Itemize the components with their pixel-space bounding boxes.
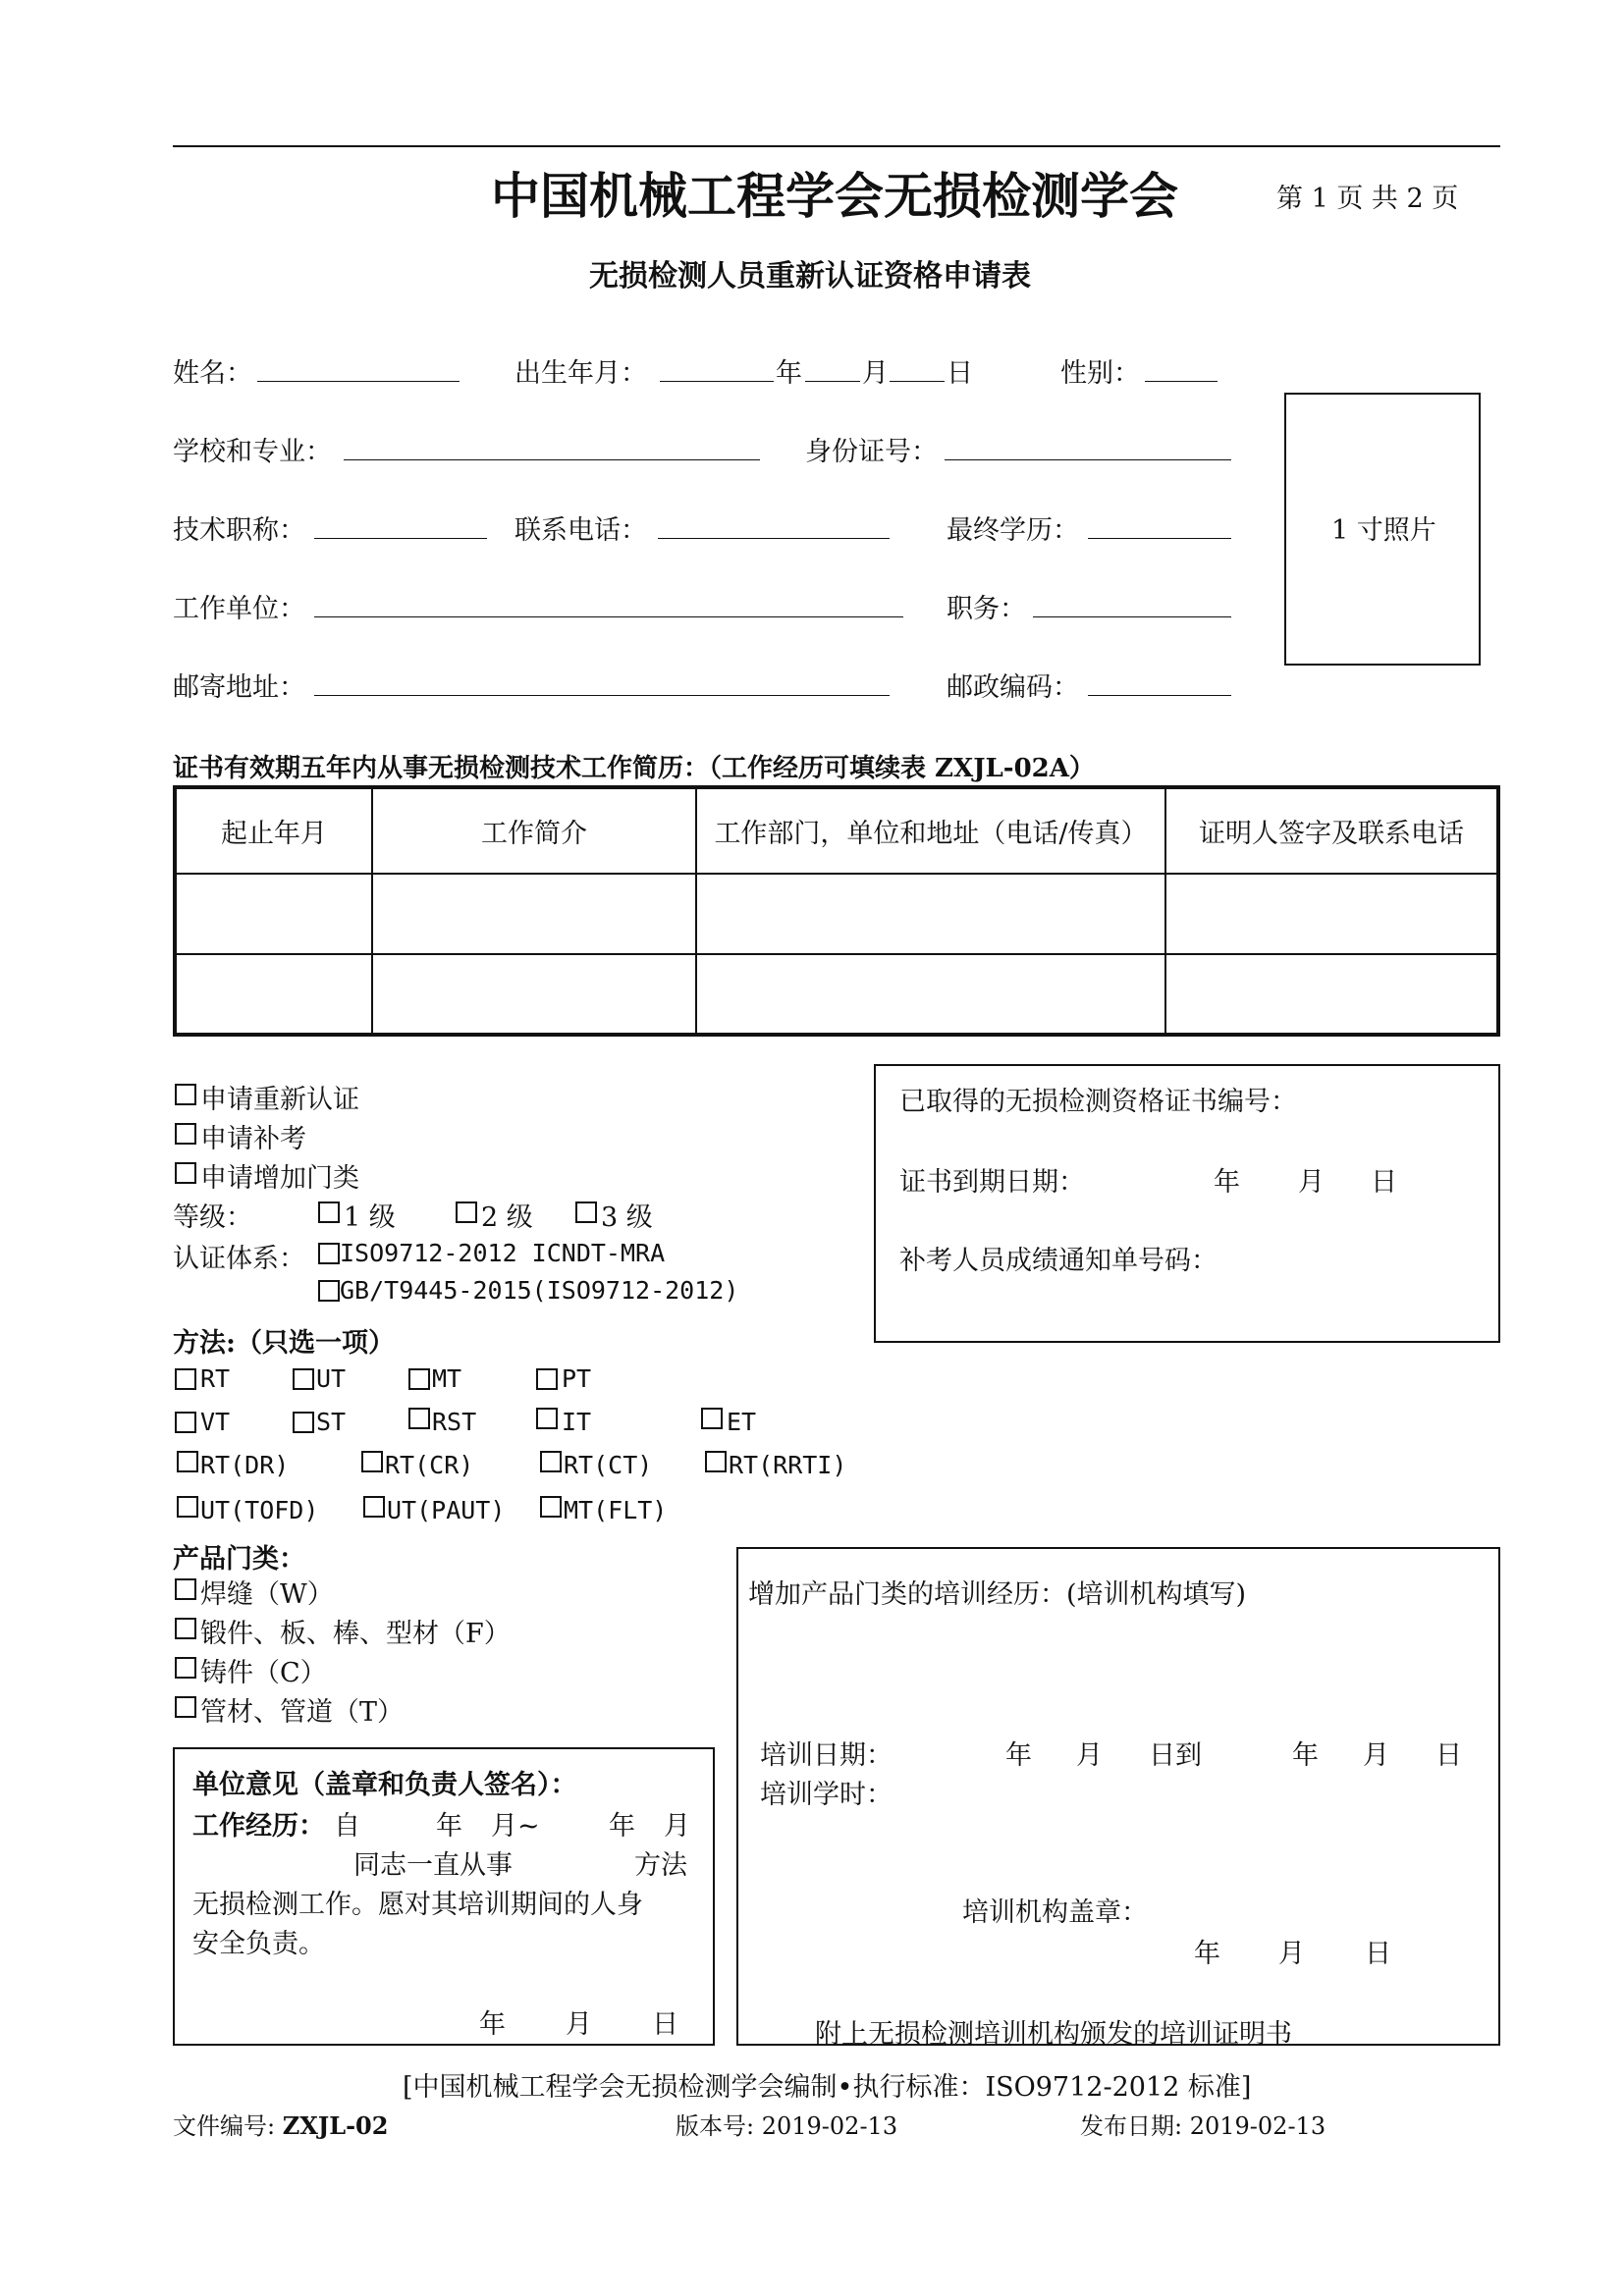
level2-checkbox[interactable]: [456, 1201, 477, 1223]
system-gb-checkbox[interactable]: [318, 1280, 340, 1302]
school-field[interactable]: [344, 459, 760, 460]
birth-month-field[interactable]: [805, 381, 860, 382]
recert-label: 申请重新认证: [200, 1085, 359, 1115]
method-st-checkbox[interactable]: [293, 1412, 314, 1433]
method-rt-rrti-checkbox[interactable]: [705, 1451, 727, 1472]
training-date-year1: 年: [1005, 1740, 1032, 1771]
method-rt-dr-checkbox[interactable]: [177, 1451, 198, 1472]
method-mt-flt-checkbox[interactable]: [540, 1496, 562, 1518]
phone-field[interactable]: [658, 538, 890, 539]
history-col-witness: 证明人签字及联系电话: [1165, 787, 1498, 874]
gender-field[interactable]: [1145, 381, 1218, 382]
unit-line3: 无损检测工作。愿对其培训期间的人身: [192, 1890, 643, 1920]
unit-exp-from: 自: [334, 1811, 360, 1842]
history-cell[interactable]: [1165, 874, 1498, 954]
footer-release-date: 发布日期: 2019-02-13: [1080, 2112, 1326, 2140]
birth-day-unit: 日: [947, 358, 973, 389]
history-col-summary: 工作简介: [372, 787, 696, 874]
birth-label: 出生年月：: [514, 358, 647, 389]
birth-year-unit: 年: [776, 358, 802, 389]
unit-sig-month: 月: [566, 2009, 592, 2040]
product-forging-label: 锻件、板、棒、型材（F）: [200, 1619, 511, 1649]
position-field[interactable]: [1033, 616, 1231, 617]
unit-exp-month2: 月: [664, 1811, 690, 1842]
system-iso-label: ISO9712-2012 ICNDT-MRA: [340, 1239, 666, 1267]
cert-expiry-day: 日: [1371, 1167, 1397, 1198]
product-casting-checkbox[interactable]: [175, 1657, 196, 1679]
training-attach-note: 附上无损检测培训机构颁发的培训证明书: [815, 2019, 1292, 2050]
org-title: 中国机械工程学会无损检测学会: [491, 167, 1178, 225]
level-label: 等级：: [173, 1202, 252, 1233]
training-hours-label: 培训学时：: [760, 1780, 893, 1810]
address-field[interactable]: [314, 695, 890, 696]
photo-label: 1 寸照片: [1331, 515, 1436, 546]
retest-no-label: 补考人员成绩通知单号码：: [899, 1246, 1218, 1276]
unit-line4: 安全负责。: [192, 1929, 325, 1959]
training-seal-month: 月: [1278, 1939, 1305, 1969]
product-pipe-label: 管材、管道（T）: [200, 1697, 405, 1728]
add-category-checkbox[interactable]: [175, 1162, 196, 1184]
method-ut-paut-label: UT(PAUT): [387, 1496, 506, 1524]
id-field[interactable]: [945, 459, 1231, 460]
level1-checkbox[interactable]: [318, 1201, 340, 1223]
footer-file-no-label: 文件编号:: [173, 2112, 283, 2140]
product-pipe-checkbox[interactable]: [175, 1696, 196, 1718]
birth-day-field[interactable]: [890, 381, 945, 382]
retest-checkbox[interactable]: [175, 1123, 196, 1145]
unit-line2a: 同志一直从事: [353, 1850, 513, 1881]
title-label: 技术职称：: [173, 515, 305, 546]
recert-checkbox[interactable]: [175, 1084, 196, 1105]
cert-expiry-year: 年: [1214, 1167, 1240, 1198]
postcode-label: 邮政编码：: [947, 672, 1079, 703]
method-rst-label: RST: [432, 1408, 477, 1436]
level1-label: 1 级: [344, 1202, 396, 1233]
methods-heading: 方法:（只选一项）: [173, 1328, 395, 1359]
method-rt-dr-label: RT(DR): [200, 1451, 290, 1479]
training-heading: 增加产品门类的培训经历：(培训机构填写): [748, 1579, 1247, 1610]
training-date-year2: 年: [1292, 1740, 1319, 1771]
training-date-month2: 月: [1363, 1740, 1389, 1771]
unit-opinion-heading: 单位意见（盖章和负责人签名）：: [192, 1770, 577, 1800]
level3-label: 3 级: [601, 1202, 653, 1233]
product-weld-label: 焊缝（W）: [200, 1579, 334, 1610]
product-weld-checkbox[interactable]: [175, 1578, 196, 1600]
method-it-label: IT: [562, 1408, 592, 1436]
id-label: 身份证号：: [805, 437, 938, 467]
gender-label: 性别：: [1060, 358, 1140, 389]
method-mt-flt-label: MT(FLT): [564, 1496, 668, 1524]
postcode-field[interactable]: [1088, 695, 1231, 696]
level3-checkbox[interactable]: [575, 1201, 597, 1223]
method-mt-checkbox[interactable]: [408, 1368, 430, 1390]
method-rt-label: RT: [200, 1364, 231, 1393]
training-date-to: 日到: [1149, 1740, 1202, 1771]
method-ut-tofd-checkbox[interactable]: [177, 1496, 198, 1518]
method-rst-checkbox[interactable]: [408, 1408, 430, 1429]
unit-exp-year1: 年: [436, 1811, 462, 1842]
method-it-checkbox[interactable]: [536, 1408, 558, 1429]
form-title: 无损检测人员重新认证资格申请表: [589, 259, 1031, 294]
method-rt-ct-label: RT(CT): [564, 1451, 653, 1479]
method-rt-ct-checkbox[interactable]: [540, 1451, 562, 1472]
history-cell[interactable]: [696, 874, 1165, 954]
training-seal-day: 日: [1365, 1939, 1391, 1969]
method-rt-cr-label: RT(CR): [385, 1451, 474, 1479]
education-field[interactable]: [1088, 538, 1231, 539]
history-col-period: 起止年月: [175, 787, 372, 874]
address-label: 邮寄地址：: [173, 672, 305, 703]
footer-standard: [中国机械工程学会无损检测学会编制•执行标准：ISO9712-2012 标准]: [403, 2072, 1252, 2103]
training-date-day2: 日: [1435, 1740, 1462, 1771]
method-ut-label: UT: [316, 1364, 347, 1393]
method-et-label: ET: [727, 1408, 757, 1436]
history-cell[interactable]: [372, 874, 696, 954]
unit-exp-month1: 月~: [491, 1811, 540, 1842]
method-ut-tofd-label: UT(TOFD): [200, 1496, 319, 1524]
history-cell[interactable]: [1165, 954, 1498, 1035]
page-info: 第 1 页 共 2 页: [1276, 184, 1459, 214]
training-date-month1: 月: [1076, 1740, 1103, 1771]
method-pt-label: PT: [562, 1364, 592, 1393]
method-rt-rrti-label: RT(RRTI): [729, 1451, 847, 1479]
unit-sig-year: 年: [479, 2009, 506, 2040]
training-date-label: 培训日期：: [760, 1740, 893, 1771]
phone-label: 联系电话：: [514, 515, 647, 546]
history-cell[interactable]: [175, 954, 372, 1035]
method-st-label: ST: [316, 1408, 347, 1436]
system-iso-checkbox[interactable]: [318, 1243, 340, 1264]
history-cell[interactable]: [175, 874, 372, 954]
method-rt-checkbox[interactable]: [175, 1368, 196, 1390]
method-ut-checkbox[interactable]: [293, 1368, 314, 1390]
method-vt-label: VT: [200, 1408, 231, 1436]
training-seal-year: 年: [1194, 1939, 1220, 1969]
system-label: 认证体系：: [173, 1244, 305, 1274]
school-label: 学校和专业：: [173, 437, 332, 467]
birth-month-unit: 月: [862, 358, 889, 389]
history-heading: 证书有效期五年内从事无损检测技术工作简历：（工作经历可填续表 ZXJL-02A）: [173, 754, 1095, 783]
level2-label: 2 级: [481, 1202, 533, 1233]
footer-version: 版本号: 2019-02-13: [676, 2112, 898, 2140]
products-heading: 产品门类：: [173, 1544, 305, 1575]
education-label: 最终学历：: [947, 515, 1079, 546]
footer-file-no: [173, 2107, 388, 2141]
history-cell[interactable]: [696, 954, 1165, 1035]
unit-line2b: 方法: [634, 1850, 687, 1881]
name-label: 姓名：: [173, 358, 252, 389]
unit-sig-day: 日: [652, 2009, 678, 2040]
system-gb-label: GB/T9445-2015(ISO9712-2012): [340, 1276, 739, 1305]
history-col-department: 工作部门，单位和地址（电话/传真）: [696, 787, 1165, 874]
employer-field[interactable]: [314, 616, 903, 617]
cert-no-label: 已取得的无损检测资格证书编号：: [899, 1087, 1297, 1117]
method-vt-checkbox[interactable]: [175, 1412, 196, 1433]
birth-year-field[interactable]: [660, 381, 774, 382]
history-cell[interactable]: [372, 954, 696, 1035]
add-category-label: 申请增加门类: [200, 1163, 359, 1194]
footer-file-no-value: ZXJL-02: [282, 2111, 389, 2140]
method-rt-cr-checkbox[interactable]: [361, 1451, 383, 1472]
name-field[interactable]: [257, 381, 460, 382]
position-label: 职务：: [947, 594, 1026, 624]
product-forging-checkbox[interactable]: [175, 1618, 196, 1639]
retest-label: 申请补考: [200, 1124, 306, 1154]
method-ut-paut-checkbox[interactable]: [363, 1496, 385, 1518]
employer-label: 工作单位：: [173, 594, 305, 624]
title-field[interactable]: [314, 538, 487, 539]
method-pt-checkbox[interactable]: [536, 1368, 558, 1390]
method-et-checkbox[interactable]: [701, 1408, 723, 1429]
history-table: [173, 785, 1500, 1037]
cert-expiry-month: 月: [1298, 1167, 1325, 1198]
unit-exp-year2: 年: [609, 1811, 635, 1842]
product-casting-label: 铸件（C）: [200, 1658, 327, 1688]
method-mt-label: MT: [432, 1364, 462, 1393]
header-rule: [173, 145, 1500, 147]
training-seal-label: 培训机构盖章：: [962, 1897, 1148, 1928]
unit-exp-label: 工作经历：: [192, 1811, 325, 1842]
cert-expiry-label: 证书到期日期：: [899, 1167, 1085, 1198]
